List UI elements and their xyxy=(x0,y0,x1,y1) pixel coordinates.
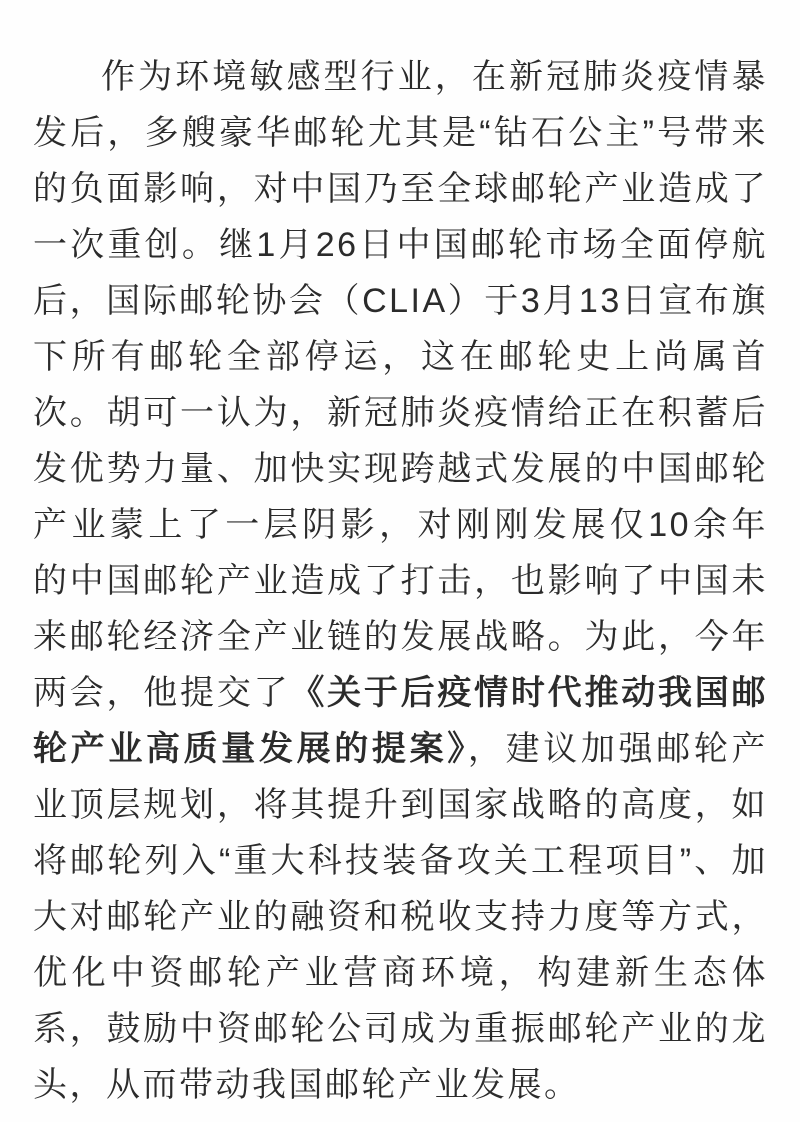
proposal-title-bold: 《关于后疫情时代推动我国邮轮产业高质量发展的提案》 xyxy=(33,674,769,768)
article-paragraph xyxy=(33,49,768,1113)
paragraph-segment-after: ，建议加强邮轮产业顶层规划，将其提升到国家战略的高度，如将邮轮列入“重大科技装备攻关工程项目”、加大对邮轮产业的融资和税收支持力度等方式，优化中资邮轮产业营商环境，构建新生态体系，鼓励中资邮轮公司成为重振邮轮产业的龙头，从而带动我国邮轮产业发展。 xyxy=(33,730,769,1104)
paragraph-segment-before: 作为环境敏感型行业，在新冠肺炎疫情暴发后，多艘豪华邮轮尤其是“钻石公主”号带来的负面影响，对中国乃至全球邮轮产业造成了一次重创。继1月26日中国邮轮市场全面停航后，国际邮轮协会（CLIA）于3月13日宣布旗下所有邮轮全部停运，这在邮轮史上尚属首次。胡可一认为，新冠肺炎疫情给正在积蓄后发优势力量、加快实现跨越式发展的中国邮轮产业蒙上了一层阴影，对刚刚发展仅10余年的中国邮轮产业造成了打击，也影响了中国未来邮轮经济全产业链的发展战略。为此，今年两会，他提交了 xyxy=(33,58,768,712)
